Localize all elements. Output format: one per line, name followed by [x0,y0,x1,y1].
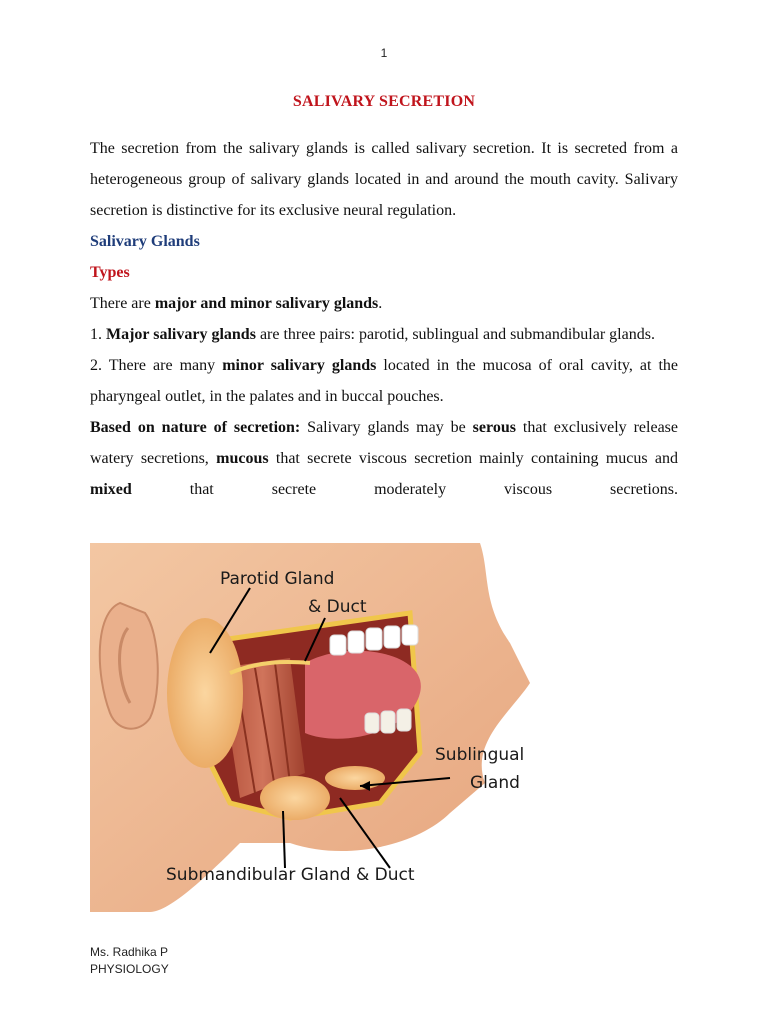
item-major-glands [90,319,678,350]
label-sublingual-2: Gland [470,773,520,793]
item1-bold: Major salivary glands [106,326,256,343]
item2-bold: minor salivary glands [222,357,377,374]
types-sentence [90,288,678,319]
label-sublingual-1: Sublingual [435,745,525,765]
ear-shape [100,603,158,729]
nature-label: Based on nature of secretion: [90,419,301,436]
lower-teeth [365,709,411,733]
types-bold: major and minor salivary glands [154,295,379,312]
submandibular-gland [260,776,330,820]
intro-paragraph: The secretion from the salivary glands is called salivary secretion. It is secreted from a heterogeneous group of salivary glands located in and around the mouth cavity. Salivary secretion is distinctive for its exclusive neural regulation. [90,140,678,219]
serous-term: serous [472,419,516,436]
mucous-term: mucous [216,450,269,467]
footer-subject: PHYSIOLOGY [90,962,169,976]
nature-text-3: that secrete viscous secretion mainly containing mucus and [268,450,679,467]
heading-salivary-glands: Salivary Glands [90,233,200,250]
footer-author: Ms. Radhika P [90,945,169,959]
nature-text-2: that exclusively release watery secretions, [90,419,679,467]
sublingual-gland [325,766,385,790]
main-content [90,133,678,505]
nature-text-1: Salivary glands may be [300,419,473,436]
label-parotid-gland: Parotid Gland [220,569,335,589]
salivary-glands-figure [90,543,574,912]
page-number: 1 [380,46,388,60]
item-minor-glands [90,350,678,412]
heading-types: Types [90,264,130,281]
types-suffix: . [378,295,383,312]
label-parotid-duct: & Duct [308,597,367,617]
item1-text: are three pairs: parotid, sublingual and submandibular glands. [255,326,655,343]
item1-number: 1. [90,326,106,343]
item2-number: 2. There are many [90,357,223,374]
nature-paragraph [90,412,678,505]
label-submandibular: Submandibular Gland & Duct [166,865,415,885]
mixed-term: mixed [90,481,132,498]
types-prefix: There are [90,295,155,312]
parotid-gland [167,618,243,768]
nature-text-4: that secrete moderately viscous secretions. [131,481,678,498]
page-footer [90,944,169,978]
item2-text: located in the mucosa of oral cavity, at the pharyngeal outlet, in the palates and in buccal pouches. [90,357,679,405]
page-title: SALIVARY SECRETION [292,93,476,110]
